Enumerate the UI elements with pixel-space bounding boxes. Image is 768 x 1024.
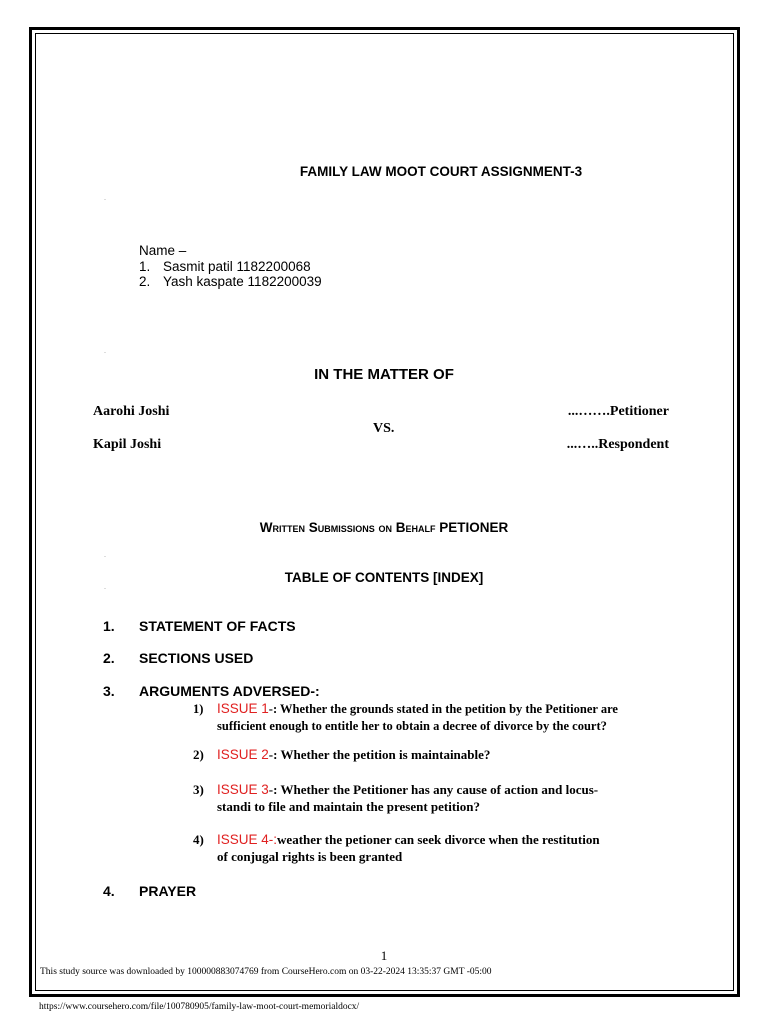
respondent-role: ...…..Respondent bbox=[566, 437, 669, 452]
toc-item: 2. SECTIONS USED bbox=[103, 650, 254, 666]
download-notice: This study source was downloaded by 100000883074769 from CourseHero.com on 03-22-2024 13:35:37 GMT -05:00 bbox=[40, 967, 492, 977]
name-block bbox=[139, 243, 322, 290]
petitioner-role: ...…….Petitioner bbox=[567, 404, 669, 419]
issue-text: Whether the Petitioner has any cause of action and locus- bbox=[280, 782, 599, 797]
toc-item: 3. ARGUMENTS ADVERSED-: bbox=[103, 683, 320, 699]
toc-item: 1. STATEMENT OF FACTS bbox=[103, 618, 296, 634]
issue-tag: ISSUE 2 bbox=[217, 747, 269, 762]
toc-item: 4. PRAYER bbox=[103, 883, 197, 899]
document-title: FAMILY LAW MOOT COURT ASSIGNMENT-3 bbox=[299, 164, 583, 179]
member-row: 1. Sasmit patil 1182200068 bbox=[139, 258, 311, 274]
matter-heading: IN THE MATTER OF bbox=[314, 366, 454, 383]
respondent-name: Kapil Joshi bbox=[93, 437, 162, 452]
issue-item: 4) ISSUE 4-:weather the petioner can seek divorce when the restitution of conjugal rights is been granted bbox=[193, 832, 600, 864]
issue-tag: ISSUE 4-: bbox=[217, 832, 278, 847]
issue-item: 2) ISSUE 2-: Whether the petition is maintainable? bbox=[193, 747, 491, 762]
issue-text: sufficient enough to entitle her to obtain a decree of divorce by the court? bbox=[217, 719, 607, 733]
submissions-heading: Written Submissions on Behalf PETIONER bbox=[259, 520, 509, 535]
issue-item: 1) ISSUE 1-: Whether the grounds stated in the petition by the Petitioner are sufficient enough to entitle her to obtain a decree of divorce by the court? bbox=[193, 701, 618, 733]
petitioner-name: Aarohi Joshi bbox=[93, 404, 170, 419]
toc-item-label: ARGUMENTS ADVERSED-: bbox=[139, 683, 320, 699]
toc-item-label: SECTIONS USED bbox=[139, 650, 254, 666]
source-url[interactable]: https://www.coursehero.com/file/100780905/family-law-moot-court-memorialdocx/ bbox=[39, 1002, 360, 1012]
member-row: 2. Yash kaspate 1182200039 bbox=[139, 274, 322, 289]
issue-text: weather the petioner can seek divorce when the restitution bbox=[277, 832, 600, 847]
name-label: Name – bbox=[139, 243, 187, 258]
issue-tag: ISSUE 3 bbox=[217, 782, 269, 797]
toc-item-label: PRAYER bbox=[139, 883, 197, 899]
page-number: 1 bbox=[380, 948, 388, 963]
issue-text: Whether the grounds stated in the petition by the Petitioner are bbox=[280, 702, 618, 716]
issue-tag: ISSUE 1 bbox=[217, 701, 269, 716]
issue-item: 3) ISSUE 3-: Whether the Petitioner has any cause of action and locus- standi to file and maintain the present petition? bbox=[193, 782, 599, 814]
issue-text: Whether the petition is maintainable? bbox=[280, 747, 491, 762]
issue-text: of conjugal rights is been granted bbox=[217, 849, 403, 864]
versus-label: VS. bbox=[373, 421, 395, 436]
toc-title: TABLE OF CONTENTS [INDEX] bbox=[284, 570, 484, 585]
member-name: Sasmit patil 1182200068 bbox=[163, 258, 311, 274]
toc-item-label: STATEMENT OF FACTS bbox=[139, 618, 296, 634]
member-name: Yash kaspate 1182200039 bbox=[163, 274, 322, 289]
issue-text: standi to file and maintain the present petition? bbox=[217, 799, 481, 814]
